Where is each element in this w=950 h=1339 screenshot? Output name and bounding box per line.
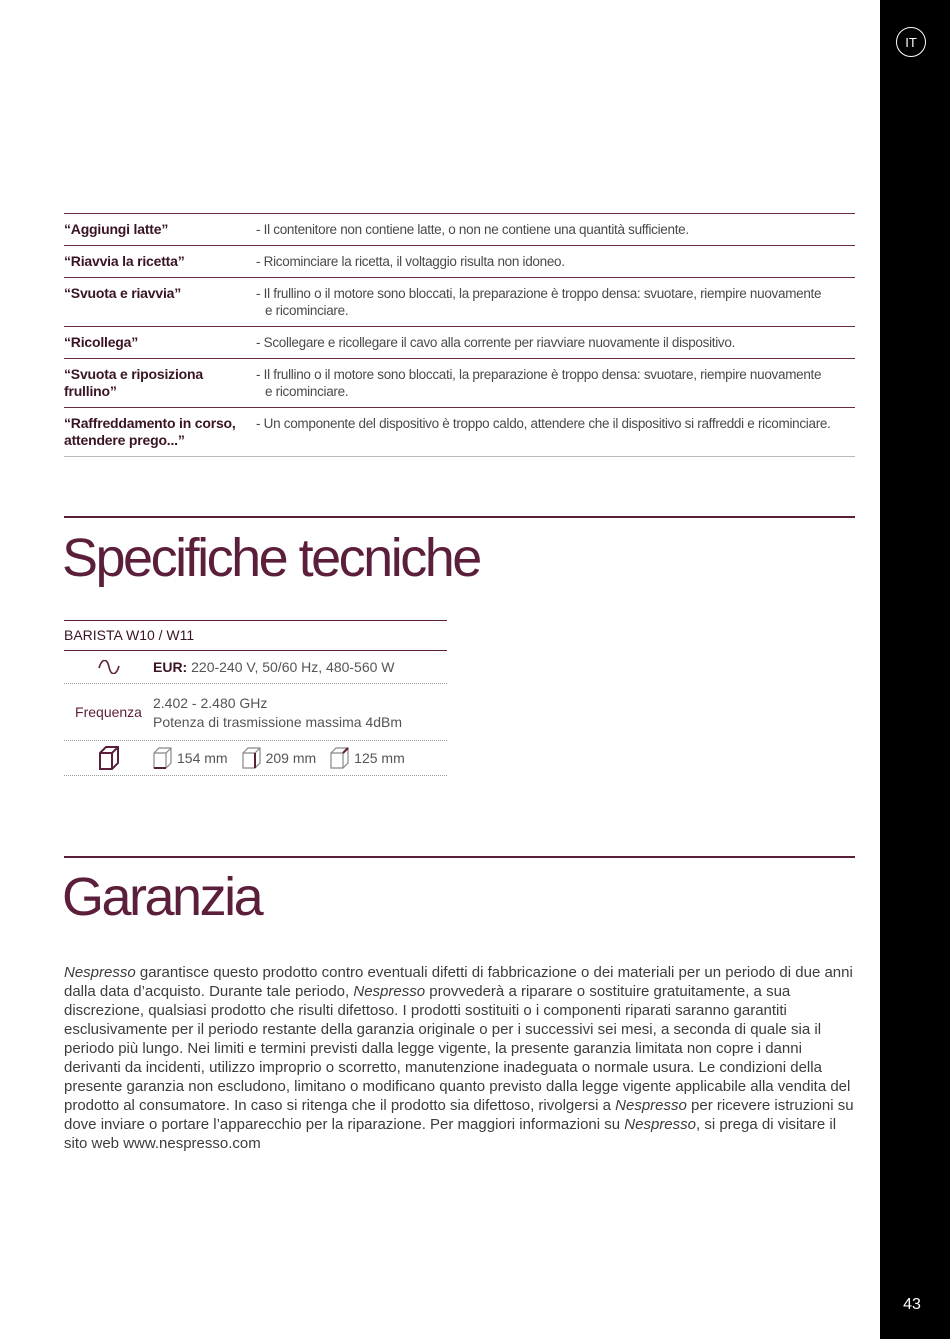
message-description: - Il contenitore non contiene latte, o non ne contiene una quantità sufficiente. [256, 222, 689, 237]
dimensions-row [64, 741, 447, 776]
page-number: 43 [903, 1296, 921, 1313]
height-icon [242, 747, 262, 769]
message-label: “Svuota e riavvia” [64, 285, 182, 301]
table-row [64, 358, 855, 407]
dimension-height: 209 mm [242, 747, 317, 769]
specs-table [64, 620, 447, 776]
message-label: “Raffreddamento in corso, attendere prego...” [64, 415, 236, 448]
message-label: “Riavvia la ricetta” [64, 253, 185, 269]
depth-icon [330, 747, 350, 769]
message-label: “Ricollega” [64, 334, 139, 350]
message-description: - Il frullino o il motore sono bloccati, la preparazione è troppo densa: svuotare, riempire nuovamente e ricominciare. [256, 367, 822, 399]
message-label: “Aggiungi latte” [64, 221, 169, 237]
message-description: - Un componente del dispositivo è troppo caldo, attendere che il dispositivo si raffreddi e ricominciare. [256, 416, 831, 431]
table-row [64, 213, 855, 245]
frequency-value: 2.402 - 2.480 GHz Potenza di trasmissione massima 4dBm [153, 694, 402, 730]
power-row [64, 651, 447, 684]
table-row [64, 407, 855, 457]
warranty-text: Nespresso garantisce questo prodotto contro eventuali difetti di fabbricazione o dei materiali per un periodo di due anni dalla data d’acquisto. Durante tale periodo, Nespresso provvederà a riparare o sostituire gratuitamente, a sua discrezione, qualsiasi prodotto che risulti difettoso. I prodotti sostituiti o i componenti riparati saranno garantiti esclusivamente per il periodo restante della garanzia originale o per i successivi sei mesi, a seconda di quale sia il periodo più lungo. Nei limiti e termini previsti dalla legge vigente, la presente garanzia limitata non copre i danni derivanti da incidenti, utilizzo improprio o scorretto, manutenzione inadeguata o normale usura. Le condizioni della presente garanzia non escludono, limitano o modificano quanto previsto dalla legge vigente applicabile alla vendita del prodotto al consumatore. In caso si ritenga che il prodotto sia difettoso, rivolgersi a Nespresso per ricevere istruzioni su dove inviare o portare l’apparecchio per la riparazione. Per maggiori informazioni su Nespresso, si prega di visitare il sito web www.nespresso.com [64, 964, 854, 1152]
table-row [64, 277, 855, 326]
troubleshooting-table [64, 213, 855, 457]
dimension-depth: 125 mm [330, 747, 405, 769]
dimension-width: 154 mm [153, 747, 228, 769]
width-icon [153, 747, 173, 769]
section-divider [64, 516, 855, 518]
message-label: “Svuota e riposiziona frullino” [64, 366, 203, 399]
table-row [64, 326, 855, 358]
language-badge: IT [896, 27, 926, 57]
warranty-title: Garanzia [62, 867, 262, 927]
frequency-label: Frequenza [75, 704, 142, 720]
message-description: - Il frullino o il motore sono bloccati, la preparazione è troppo densa: svuotare, riempire nuovamente e ricominciare. [256, 286, 822, 318]
model-name: BARISTA W10 / W11 [64, 620, 447, 651]
table-row [64, 245, 855, 277]
ac-current-icon [64, 660, 153, 674]
power-value: EUR: 220-240 V, 50/60 Hz, 480-560 W [153, 659, 395, 675]
frequency-row [64, 684, 447, 741]
side-bar [880, 0, 950, 1339]
box-dimensions-icon [64, 745, 153, 771]
message-description: - Scollegare e ricollegare il cavo alla corrente per riavviare nuovamente il dispositivo. [256, 335, 736, 350]
specs-title: Specifiche tecniche [62, 528, 480, 588]
message-description: - Ricominciare la ricetta, il voltaggio risulta non idoneo. [256, 254, 565, 269]
dimensions-values [153, 747, 447, 769]
section-divider [64, 856, 855, 858]
